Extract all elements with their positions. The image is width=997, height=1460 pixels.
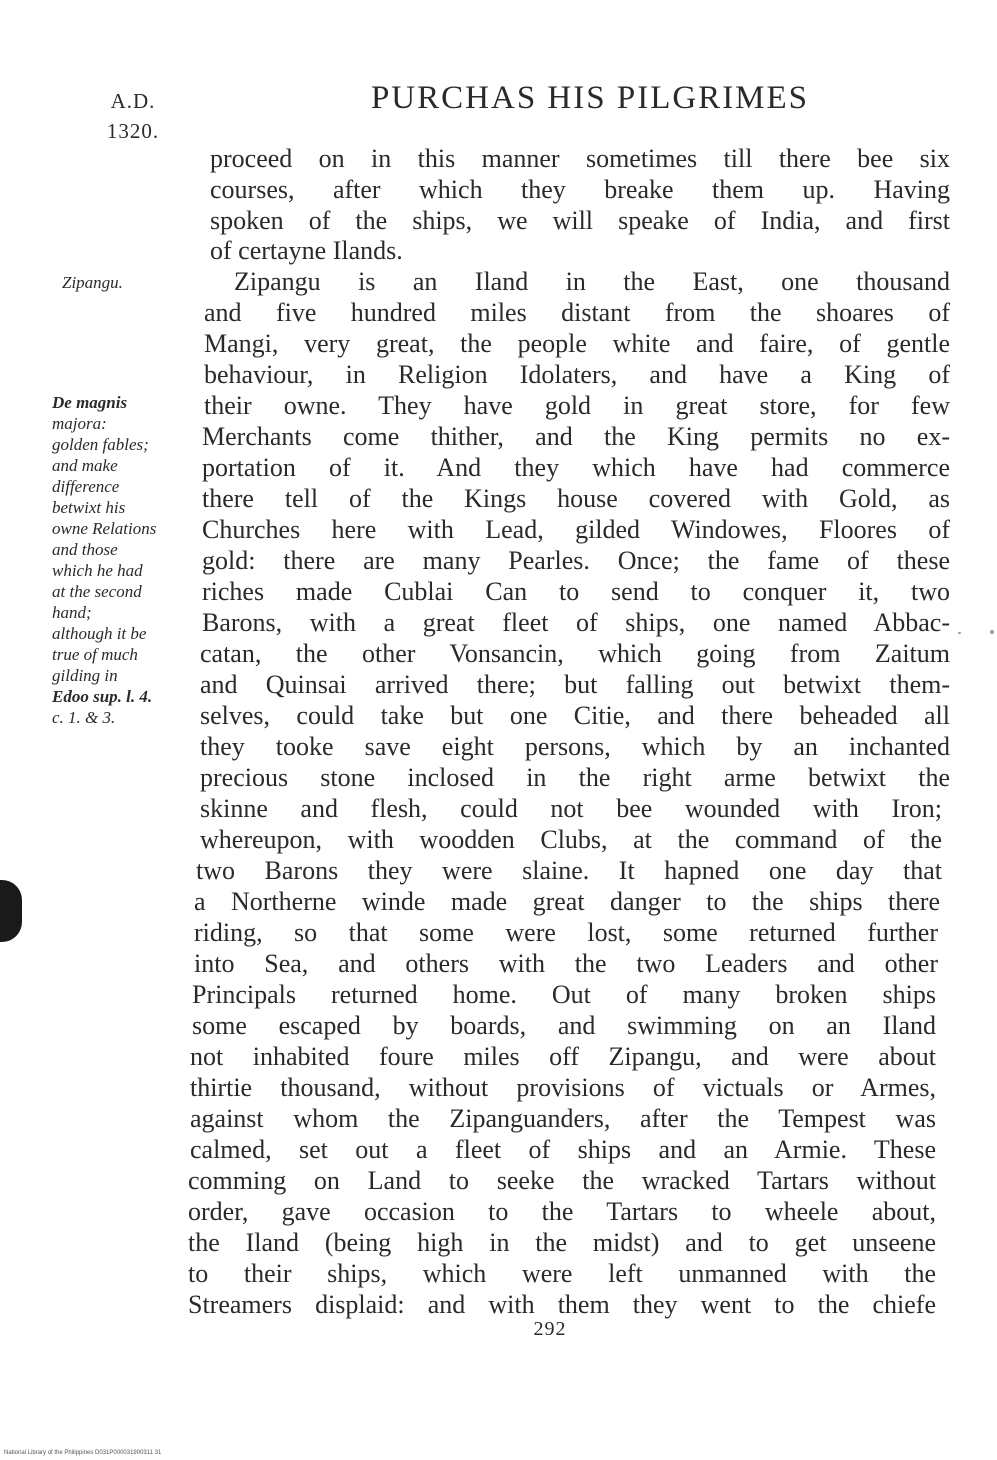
body-line: thirtie thousand, without provisions of victuals or Armes,	[190, 1073, 936, 1102]
body-line: proceed on in this manner sometimes till there bee six	[210, 144, 950, 173]
body-line: riding, so that some were lost, some returned further	[194, 918, 938, 947]
margin-note-line: golden fables;	[52, 435, 149, 454]
margin-note-line: difference	[52, 477, 120, 496]
speck	[990, 630, 994, 634]
body-line: calmed, set out a fleet of ships and an Armie. These	[190, 1135, 936, 1164]
body-line: and Quinsai arrived there; but falling out betwixt them-	[200, 670, 950, 699]
margin-note-line: hand;	[52, 603, 92, 622]
body-line: precious stone inclosed in the right arme betwixt the	[200, 763, 950, 792]
margin-note-line: De magnis	[52, 393, 128, 412]
margin-note-line: which he had	[52, 561, 143, 580]
body-line: portation of it. And they which have had commerce	[202, 453, 950, 482]
body-line: Principals returned home. Out of many broken ships	[192, 980, 936, 1009]
body-line: whereupon, with woodden Clubs, at the command of the	[200, 825, 942, 854]
body-line: courses, after which they breake them up. Having	[210, 175, 950, 204]
body-line: gold: there are many Pearles. Once; the fame of these	[202, 546, 950, 575]
body-line: against whom the Zipanguanders, after the Tempest was	[190, 1104, 936, 1133]
margin-note-line: at the second	[52, 582, 142, 601]
body-line: there tell of the Kings house covered with Gold, as	[202, 484, 950, 513]
margin-note-line: true of much	[52, 645, 138, 664]
page-number: 292	[533, 1318, 567, 1340]
body-line: their owne. They have gold in great store, for few	[204, 391, 950, 420]
page-edge-shadow	[0, 880, 22, 942]
body-line: Merchants come thither, and the King permits no ex-	[202, 422, 950, 451]
body-line: not inhabited foure miles off Zipangu, and were about	[190, 1042, 936, 1071]
body-line: and five hundred miles distant from the shoares of	[204, 298, 950, 327]
speck	[958, 632, 961, 634]
date-era: A.D.	[110, 89, 156, 113]
body-line: comming on Land to seeke the wracked Tartars without	[188, 1166, 936, 1195]
margin-note-de-magnis	[52, 392, 156, 728]
body-line: they tooke save eight persons, which by an inchanted	[200, 732, 950, 761]
margin-note-line: betwixt his	[52, 498, 126, 517]
body-line: Zipangu is an Iland in the East, one thousand	[234, 267, 950, 296]
margin-note-line: although it be	[52, 624, 147, 643]
margin-note-line: majora:	[52, 414, 107, 433]
date-year: 1320.	[106, 119, 160, 143]
running-title: PURCHAS HIS PILGRIMES	[370, 80, 810, 116]
body-line: order, gave occasion to the Tartars to wheele about,	[188, 1197, 936, 1226]
body-line: catan, the other Vonsancin, which going from Zaitum	[200, 639, 950, 668]
body-line: Barons, with a great fleet of ships, one named Abbac-	[202, 608, 950, 637]
body-line: some escaped by boards, and swimming on an Iland	[192, 1011, 936, 1040]
body-line: into Sea, and others with the two Leaders and other	[194, 949, 938, 978]
footer-credit: National Library of the Philippines D031P000031900311 31	[4, 1450, 162, 1456]
margin-note-line: c. 1. & 3.	[52, 708, 116, 727]
margin-note-line: and make	[52, 456, 118, 475]
date-marginal	[98, 86, 168, 146]
margin-note-zipangu: Zipangu.	[62, 273, 123, 292]
body-line: selves, could take but one Citie, and there beheaded all	[200, 701, 950, 730]
margin-note-line: Edoo sup. l. 4.	[52, 687, 153, 706]
body-line: riches made Cublai Can to send to conquer it, two	[202, 577, 950, 606]
margin-note-line: owne Relations	[52, 519, 157, 538]
margin-note-line: and those	[52, 540, 118, 559]
body-line: of certayne Ilands.	[210, 236, 403, 265]
body-line: behaviour, in Religion Idolaters, and have a King of	[204, 360, 950, 389]
body-line: to their ships, which were left unmanned with the	[188, 1259, 936, 1288]
body-line: Mangi, very great, the people white and faire, of gentle	[204, 329, 950, 358]
body-line: a Northerne winde made great danger to the ships there	[194, 887, 940, 916]
body-line: skinne and flesh, could not bee wounded with Iron;	[200, 794, 942, 823]
margin-note-line: gilding in	[52, 666, 118, 685]
body-line: spoken of the ships, we will speake of India, and first	[210, 206, 950, 235]
body-line: the Iland (being high in the midst) and to get unseene	[188, 1228, 936, 1257]
body-line: Streamers displaid: and with them they went to the chiefe	[188, 1290, 936, 1319]
body-line: two Barons they were slaine. It hapned one day that	[196, 856, 942, 885]
body-line: Churches here with Lead, gilded Windowes, Floores of	[202, 515, 950, 544]
